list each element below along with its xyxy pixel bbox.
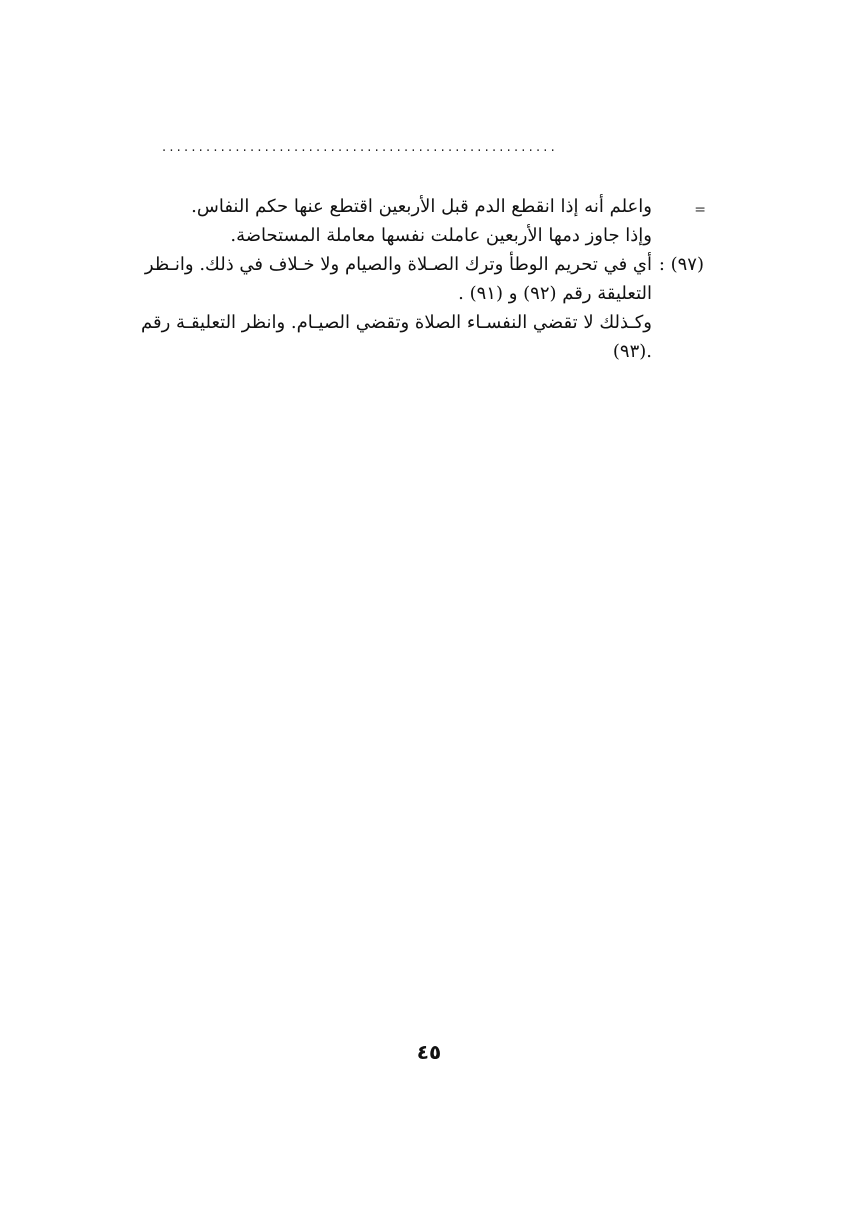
continued-footnote (160, 192, 704, 250)
footnote-line: التعليقة رقم (٩٢) و (٩١) . (458, 283, 652, 304)
footnote-number: (٩٧) : (658, 254, 704, 275)
continuation-marker: = (694, 202, 706, 218)
footnotes (141, 192, 706, 366)
footnote-separator: ...................................................... (162, 140, 558, 155)
footnote-line: أي في تحريم الوطأ وترك الصـلاة والصيام ولا خـلاف في ذلك. وانـظر (144, 254, 652, 275)
footnote-line: وكـذلك لا تقضي النفسـاء الصلاة وتقضي الصيـام. وانظر التعليقـة رقم (141, 312, 652, 333)
page-number: ٤٥ (416, 1040, 442, 1064)
footnote-97 (141, 250, 704, 366)
footnote-line: .(٩٣) (612, 341, 652, 362)
footnote-line: واعلم أنه إذا انقطع الدم قبل الأربعين اقتطع عنها حكم النفاس. (191, 196, 652, 217)
footnote-line: وإذا جاوز دمها الأربعين عاملت نفسها معاملة المستحاضة. (230, 225, 652, 246)
